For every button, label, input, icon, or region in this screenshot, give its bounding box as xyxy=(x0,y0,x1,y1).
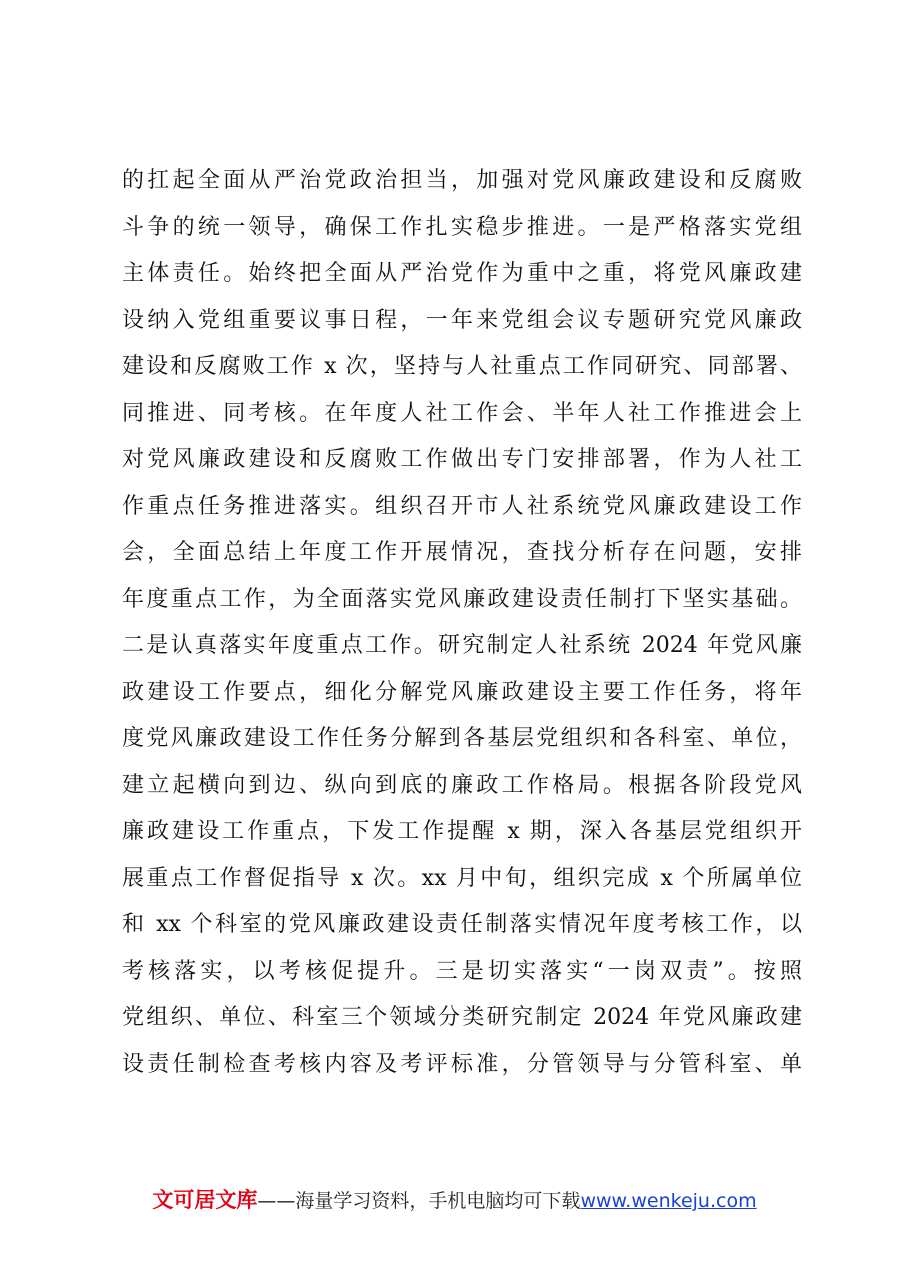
text-line-12: 政建设工作要点，细化分解党风廉政建设主要工作任务，将年 xyxy=(122,679,802,705)
text-line-6: 同推进、同考核。在年度人社工作会、半年人社工作推进会上 xyxy=(122,400,802,426)
text-line-18: 考核落实，以考核促提升。三是切实落实“一岗双责”。按照 xyxy=(122,958,802,984)
footer-brand: 文可居文库 xyxy=(152,1188,258,1212)
text-line-16: 展重点工作督促指导 x 次。xx 月中旬，组织完成 x 个所属单位 xyxy=(122,865,802,891)
body-text xyxy=(122,158,802,1088)
text-line-19: 党组织、单位、科室三个领域分类研究制定 2024 年党风廉政建 xyxy=(122,1005,802,1030)
text-line-8: 作重点任务推进落实。组织召开市人社系统党风廉政建设工作 xyxy=(122,493,802,519)
text-line-1: 的扛起全面从严治党政治担当，加强对党风廉政建设和反腐败 xyxy=(122,168,802,193)
text-line-20: 设责任制检查考核内容及考评标准，分管领导与分管科室、单 xyxy=(122,1051,802,1077)
text-line-7: 对党风廉政建设和反腐败工作做出专门安排部署，作为人社工 xyxy=(122,447,802,472)
footer-banner xyxy=(0,1184,909,1214)
text-line-10: 年度重点工作，为全面落实党风廉政建设责任制打下坚实基础。 xyxy=(122,586,802,612)
text-line-17: 和 xx 个科室的党风廉政建设责任制落实情况年度考核工作，以 xyxy=(122,912,802,937)
footer-slogan: ——海量学习资料，手机电脑均可下载 xyxy=(257,1190,581,1212)
text-line-2: 斗争的统一领导，确保工作扎实稳步推进。一是严格落实党组 xyxy=(122,214,802,240)
text-line-13: 度党风廉政建设工作任务分解到各基层党组织和各科室、单位， xyxy=(122,726,802,751)
text-line-5: 建设和反腐败工作 x 次，坚持与人社重点工作同研究、同部署、 xyxy=(122,354,802,379)
footer-website-link[interactable]: www.wenkeju.com xyxy=(580,1190,757,1212)
text-line-14: 建立起横向到边、纵向到底的廉政工作格局。根据各阶段党风 xyxy=(122,772,802,798)
text-line-3: 主体责任。始终把全面从严治党作为重中之重，将党风廉政建 xyxy=(122,261,802,286)
text-line-15: 廉政建设工作重点，下发工作提醒 x 期，深入各基层党组织开 xyxy=(122,819,802,844)
text-line-4: 设纳入党组重要议事日程，一年来党组会议专题研究党风廉政 xyxy=(122,307,802,333)
text-line-11: 二是认真落实年度重点工作。研究制定人社系统 2024 年党风廉 xyxy=(122,633,802,658)
text-line-9: 会，全面总结上年度工作开展情况，查找分析存在问题，安排 xyxy=(122,540,802,565)
